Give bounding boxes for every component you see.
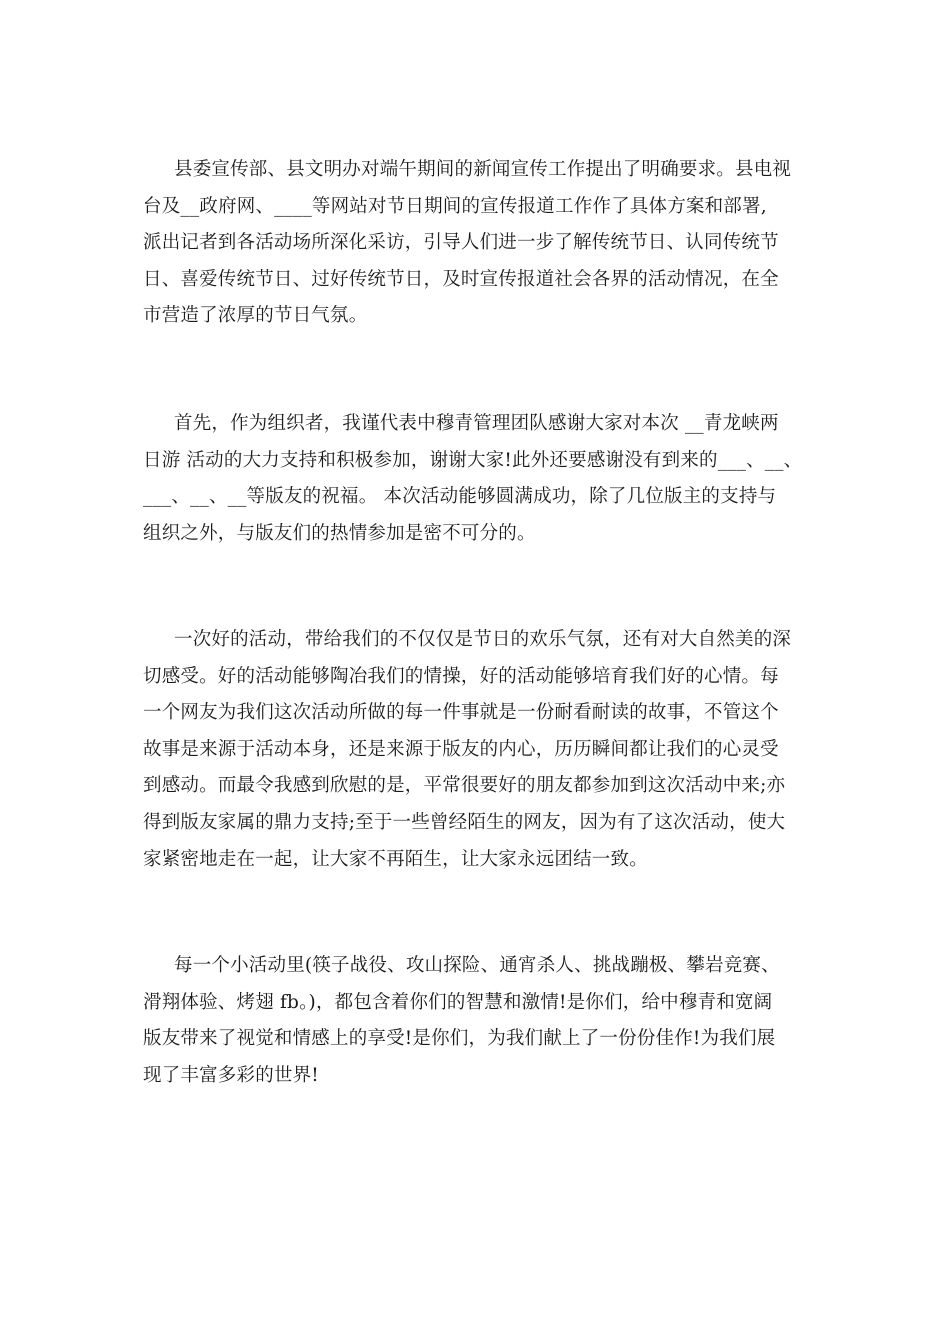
- text-line: 一次好的活动，带给我们的不仅仅是节日的欢乐气氛，还有对大自然美的深: [174, 629, 792, 650]
- text-line: 得到版友家属的鼎力支持;至于一些曾经陌生的网友，因为有了这次活动，使大: [143, 811, 786, 833]
- paragraph-reflection: [143, 622, 813, 878]
- text-line: 版友带来了视觉和情感上的享受!是你们，为我们献上了一份份佳作!为我们展: [143, 1028, 776, 1050]
- text-line: 现了丰富多彩的世界!: [143, 1064, 319, 1086]
- text-line: 首先，作为组织者，我谨代表中穆青管理团队感谢大家对本次 __青龙峡两: [174, 413, 779, 434]
- text-line: 组织之外，与版友们的热情参加是密不可分的。: [143, 522, 536, 544]
- text-line: 派出记者到各活动场所深化采访，引导人们进一步了解传统节日、认同传统节: [143, 232, 779, 254]
- text-line: 日游 活动的大力支持和积极参加，谢谢大家!此外还要感谢没有到来的___、__、: [143, 449, 803, 471]
- text-line: 家紧密地走在一起，让大家不再陌生，让大家永远团结一致。: [143, 848, 648, 870]
- text-line: 到感动。而最令我感到欣慰的是，平常很要好的朋友都参加到这次活动中来;亦: [143, 775, 786, 797]
- paragraph-thanks: [143, 406, 813, 552]
- text-line: 县委宣传部、县文明办对端午期间的新闻宣传工作提出了明确要求。县电视: [174, 159, 792, 180]
- text-line: 一个网友为我们这次活动所做的每一件事就是一份耐看耐读的故事，不管这个: [143, 702, 779, 724]
- text-line: 切感受。好的活动能够陶冶我们的情操，好的活动能够培育我们好的心情。每: [143, 665, 779, 687]
- paragraph-activities: [143, 948, 813, 1094]
- text-line: 日、喜爱传统节日、过好传统节日，及时宣传报道社会各界的活动情况，在全: [143, 268, 779, 290]
- text-line: 故事是来源于活动本身，还是来源于版友的内心，历历瞬间都让我们的心灵受: [143, 738, 779, 760]
- text-line: 台及__政府网、____等网站对节日期间的宣传报道工作作了具体方案和部署,: [143, 195, 767, 217]
- text-line: 每一个小活动里(筷子战役、攻山探险、通宵杀人、挑战蹦极、攀岩竞赛、: [174, 955, 780, 976]
- text-line: ___、__、__等版友的祝福。 本次活动能够圆满成功，除了几位版主的支持与: [143, 486, 777, 508]
- text-line: 市营造了浓厚的节日气氛。: [143, 305, 368, 327]
- text-line: 滑翔体验、烤翅 fb。)，都包含着你们的智慧和激情!是你们，给中穆青和宽阔: [143, 991, 773, 1013]
- paragraph-publicity: [143, 152, 813, 335]
